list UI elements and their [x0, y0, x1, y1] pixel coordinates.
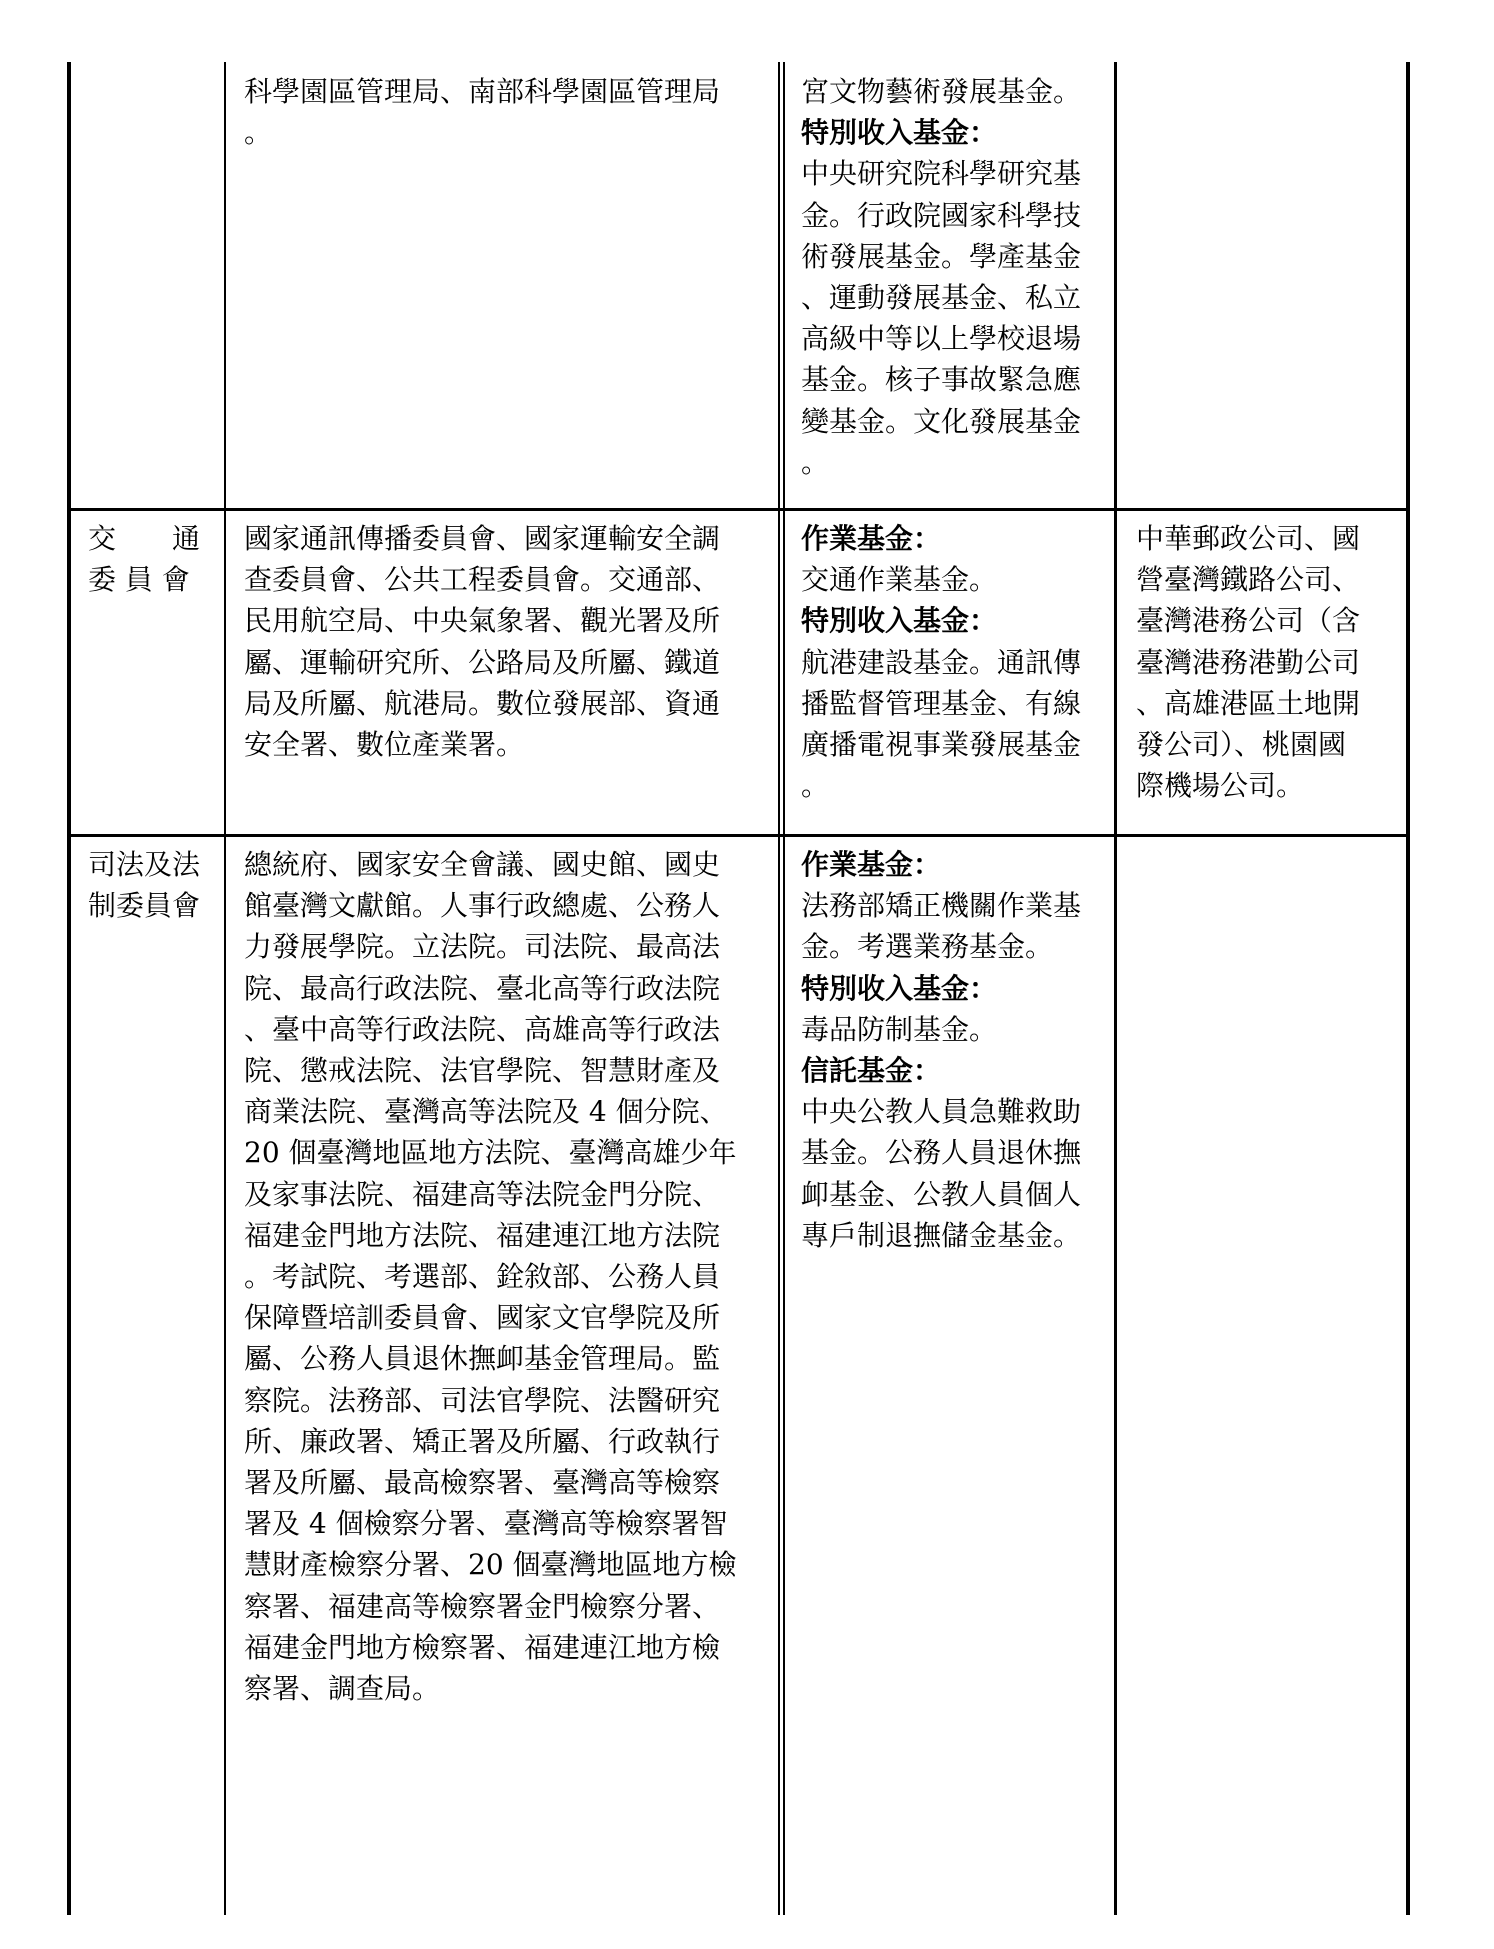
text-line: 20 個臺灣地區地方法院、臺灣高雄少年 — [244, 1136, 737, 1170]
text-line: 。 — [244, 116, 273, 150]
text-line: 民用航空局、中央氣象署、觀光署及所 — [244, 604, 721, 638]
fund-text-line: 、運動發展基金、私立 — [801, 281, 1082, 315]
fund-heading: 特別收入基金： — [801, 971, 998, 1005]
text-line: 查委員會、公共工程委員會。交通部、 — [244, 563, 721, 597]
column-divider-2a — [778, 62, 780, 1915]
row-2-committee — [88, 518, 208, 600]
text-line: 總統府、國家安全會議、國史館、國史 — [244, 848, 721, 881]
text-line: 商業法院、臺灣高等法院及 4 個分院、 — [244, 1095, 728, 1129]
text-line: 、臺中高等行政法院、高雄高等行政法 — [244, 1012, 721, 1046]
row-2-enterprises — [1136, 518, 1396, 806]
text-line: 院、最高行政法院、臺北高等行政法院 — [244, 971, 721, 1005]
row-1-agencies — [244, 71, 762, 153]
text-line: 臺灣港務公司（含 — [1136, 604, 1361, 638]
fund-text-line: 專戶制退撫儲金基金。 — [801, 1218, 1082, 1252]
fund-text-line: 廣播電視事業發展基金 — [801, 728, 1082, 762]
committee-line: 委 員 會 — [88, 563, 190, 597]
text-line: 院、懲戒法院、法官學院、智慧財產及 — [244, 1054, 721, 1088]
row-1-funds — [801, 71, 1101, 483]
text-line: 國家通訊傳播委員會、國家運輸安全調 — [244, 522, 721, 555]
fund-text-line: 中央研究院科學研究基 — [801, 157, 1082, 191]
fund-text-line: 金。考選業務基金。 — [801, 930, 1054, 964]
text-line: 中華郵政公司、國 — [1136, 522, 1361, 555]
text-line: 、高雄港區土地開 — [1136, 686, 1361, 720]
fund-heading: 作業基金： — [801, 522, 942, 555]
fund-text-line: 法務部矯正機關作業基 — [801, 889, 1082, 923]
text-line: 安全署、數位產業署。 — [244, 728, 525, 762]
row-3-agencies — [244, 844, 762, 1709]
row-3-committee — [88, 844, 208, 926]
text-line: 屬、公務人員退休撫卹基金管理局。監 — [244, 1342, 721, 1376]
text-line: 館臺灣文獻館。人事行政總處、公務人 — [244, 889, 721, 923]
fund-text-line: 基金。公務人員退休撫 — [801, 1136, 1082, 1170]
text-line: 慧財產檢察分署、20 個臺灣地區地方檢 — [244, 1548, 737, 1582]
table-border-left — [67, 62, 71, 1915]
text-line: 所、廉政署、矯正署及所屬、行政執行 — [244, 1424, 721, 1458]
text-line: 臺灣港務港勤公司 — [1136, 645, 1361, 679]
fund-text-line: 航港建設基金。通訊傳 — [801, 645, 1082, 679]
text-line: 局及所屬、航港局。數位發展部、資通 — [244, 686, 721, 720]
fund-heading: 作業基金： — [801, 848, 942, 881]
row-divider-2 — [67, 834, 1410, 837]
text-line: 及家事法院、福建高等法院金門分院、 — [244, 1177, 721, 1211]
text-line: 。考試院、考選部、銓敘部、公務人員 — [244, 1260, 721, 1294]
text-line: 福建金門地方法院、福建連江地方法院 — [244, 1218, 721, 1252]
column-divider-3 — [1114, 62, 1117, 1915]
column-divider-2b — [783, 62, 785, 1915]
fund-text-line: 中央公教人員急難救助 — [801, 1095, 1082, 1129]
text-line: 力發展學院。立法院。司法院、最高法 — [244, 930, 721, 964]
text-line: 科學園區管理局、南部科學園區管理局 — [244, 75, 721, 108]
fund-text-line: 毒品防制基金。 — [801, 1012, 998, 1046]
fund-text-line: 交通作業基金。 — [801, 563, 998, 597]
fund-text-line: 金。行政院國家科學技 — [801, 198, 1082, 232]
text-line: 察院。法務部、司法官學院、法醫研究 — [244, 1383, 721, 1417]
committee-line: 交 通 — [88, 522, 201, 555]
table-border-right — [1406, 62, 1410, 1915]
text-line: 福建金門地方檢察署、福建連江地方檢 — [244, 1630, 721, 1664]
text-line: 營臺灣鐵路公司、 — [1136, 563, 1361, 597]
row-3-funds — [801, 844, 1101, 1256]
text-line: 屬、運輸研究所、公路局及所屬、鐵道 — [244, 645, 721, 679]
fund-text-line: 卹基金、公教人員個人 — [801, 1177, 1082, 1211]
committee-line: 司法及法 — [88, 848, 201, 881]
fund-text-line: 。 — [801, 445, 830, 479]
fund-heading: 特別收入基金： — [801, 116, 998, 150]
text-line: 署及所屬、最高檢察署、臺灣高等檢察 — [244, 1466, 721, 1500]
text-line: 際機場公司。 — [1136, 769, 1305, 803]
fund-text-line: 術發展基金。學產基金 — [801, 239, 1082, 273]
text-line: 發公司）、桃園國 — [1136, 728, 1347, 762]
fund-text-line: 。 — [801, 769, 830, 803]
fund-text-line: 變基金。文化發展基金 — [801, 404, 1082, 438]
fund-text-line: 高級中等以上學校退場 — [801, 322, 1082, 356]
fund-text-line: 播監督管理基金、有線 — [801, 686, 1082, 720]
text-line: 保障暨培訓委員會、國家文官學院及所 — [244, 1301, 721, 1335]
text-line: 署及 4 個檢察分署、臺灣高等檢察署智 — [244, 1507, 728, 1541]
row-divider-1 — [67, 508, 1410, 511]
fund-text-line: 基金。核子事故緊急應 — [801, 363, 1082, 397]
fund-text-line: 宮文物藝術發展基金。 — [801, 75, 1082, 108]
fund-heading: 特別收入基金： — [801, 604, 998, 638]
text-line: 察署、調查局。 — [244, 1672, 441, 1706]
text-line: 察署、福建高等檢察署金門檢察分署、 — [244, 1589, 721, 1623]
row-2-agencies — [244, 518, 762, 765]
fund-heading: 信託基金： — [801, 1054, 942, 1088]
row-2-funds — [801, 518, 1101, 806]
column-divider-1 — [224, 62, 226, 1915]
committee-line: 制委員會 — [88, 889, 201, 923]
